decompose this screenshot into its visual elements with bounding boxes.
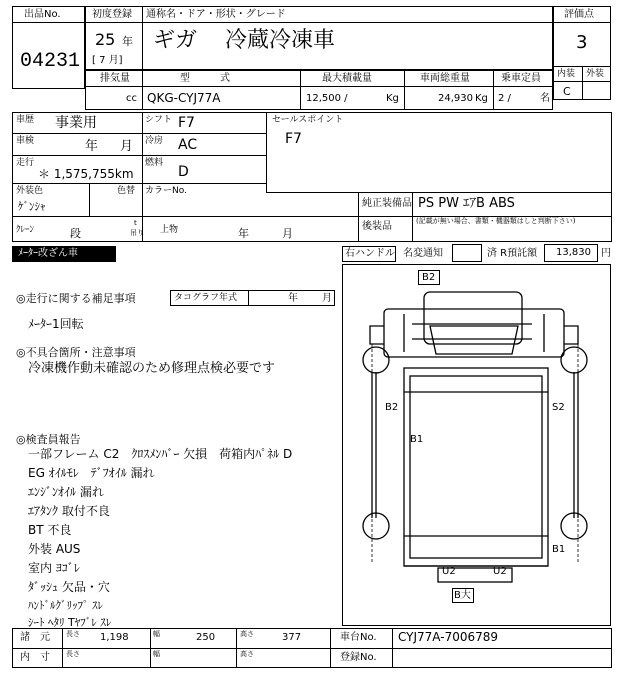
width-label: 幅 [153,630,160,638]
crane-stage: 段 [70,227,81,240]
cab-roof [424,292,522,344]
sales-point-value: F7 [285,131,302,147]
cc-unit: cc [126,93,137,104]
max-load-unit: Kg [386,93,399,104]
fuel-value: D [178,164,189,180]
reg-year: 25 [95,30,116,49]
inner-height-label: 高さ [240,650,254,658]
dims-label: 諸 元 [20,632,50,643]
reg-month: [ 7 月] [92,55,123,66]
fuel-label: 燃料 [145,158,164,168]
length-value: 1,198 [100,632,129,643]
inspector-title: ◎検査員報告 [16,433,81,446]
max-load-label: 最大積載量 [322,73,372,84]
grade-value: 3 [576,32,588,53]
ac-label: 冷房 [145,136,164,146]
body-type: 冷蔵冷凍車 [225,28,336,53]
lift-label: 上物 [160,225,179,235]
inspector-line: BT 不良 [28,523,72,537]
first-reg-label: 初度登録 [92,9,132,20]
inspector-line: 室内 ﾖｺﾞﾚ [28,561,80,575]
capacity-value: 2 / [498,93,511,104]
damage-b2-top: B2 [422,272,436,283]
yen-label: 円 [601,248,611,259]
inspection-year: 年 [85,139,99,154]
handle-label: 右ハンドル [345,248,395,259]
damage-b1-center: B1 [410,434,424,445]
reg-year-unit: 年 [122,35,133,48]
name-change-box [452,244,482,262]
inspector-line: 外装 AUS [28,542,81,556]
inner-width-label: 幅 [153,650,160,658]
model-label: 通称名・ドア・形状・グレード [146,9,286,20]
inspection-label: 車検 [16,136,35,146]
name-change-label: 名変通知 [403,248,443,259]
front-right-wheel [561,347,587,373]
length-label: 長さ [66,630,80,638]
cab-outline [384,309,564,357]
lot-label: 出品No. [24,9,61,20]
inspector-line: ｴｱﾀﾝｸ 取付不良 [28,504,110,518]
interior-label: 内装 [557,69,576,79]
ac-value: AC [178,137,198,153]
truck-diagram [342,264,611,626]
crane-ton: t [134,219,137,227]
inner-length-label: 長さ [66,650,80,658]
recycle-label: 済 R預託額 [487,248,538,259]
inspector-line: ｼｰﾄ ﾍﾀﾘ Tﾔﾌﾞﾚ ｽﾚ [28,616,112,629]
capacity-label: 乗車定員 [501,73,541,84]
color-label: 外装色 [16,186,44,196]
damage-s2-right: S2 [552,402,565,413]
chassis-value: CYJ77A-7006789 [398,630,499,644]
front-left-wheel [363,347,389,373]
usage-label: 車歴 [16,115,35,125]
height-label: 高さ [240,630,254,638]
damage-u2-right: U2 [493,566,507,577]
shift-value: F7 [178,115,195,131]
model-code-label: 型 式 [180,73,230,84]
crane-hanging: 吊り [130,229,144,237]
cargo-inner [410,376,542,558]
shift-label: シフト [145,115,173,125]
aftermarket-label: 後装品 [362,221,392,232]
gross-weight-unit: Kg [475,93,488,104]
height-value: 377 [282,632,302,643]
color-no-label: カラーNo. [145,186,187,196]
tacho-year: 年 [288,293,298,304]
inspector-line: EG ｵｲﾙﾓﾚ ﾃﾞﾌｵｲﾙ 漏れ [28,466,155,480]
sales-point-label: セールスポイント [272,115,344,125]
model-code: QKG-CYJ77A [147,91,221,105]
displacement-label: 排気量 [100,73,130,84]
chassis-label: 車台No. [340,632,377,643]
defect-title: ◎不具合箇所・注意事項 [16,346,136,359]
gross-weight: 24,930 [438,93,473,104]
inspector-line: ｴﾝｼﾞﾝｵｲﾙ 漏れ [28,485,104,499]
color-change-label: 色替 [117,186,136,196]
damage-b2-left: B2 [385,402,399,413]
max-load: 12,500 / [306,93,348,104]
equipment-label: 純正装備品 [362,198,412,209]
inspector-line: ﾀﾞｯｼｭ 欠品・穴 [28,580,110,594]
width-value: 250 [196,632,216,643]
exterior-label: 外装 [586,69,605,79]
inspector-line: 一部フレーム C2 ｸﾛｽﾒﾝﾊﾞｰ 欠損 荷箱内ﾊﾟﾈﾙ D [28,447,293,461]
tacho-month: 月 [322,293,332,304]
inner-dims-label: 内 寸 [20,652,50,663]
crane-label: ｸﾚｰﾝ [16,225,35,235]
gross-weight-label: 車両総重量 [420,73,470,84]
color-value: ｹﾞﾝｼｬ [18,200,46,213]
interior-grade: C [563,85,571,98]
damage-b-large: B大 [454,590,471,601]
driving-note: ﾒｰﾀｰ1回転 [28,317,84,331]
tacho-label: タコグラフ年式 [174,293,238,303]
lift-year: 年 [238,227,249,240]
equipment-value: PS PW ｴｱB ABS [418,196,515,211]
model-name: ギガ [153,28,198,53]
capacity-unit: 名 [540,93,550,104]
grade-label: 評価点 [564,9,594,20]
mileage-value: ＊ 1,575,755km [38,167,134,181]
inspector-line: ﾊﾝﾄﾞﾙｸﾞﾘｯﾌﾟ ｽﾚ [28,599,103,612]
lot-number: 04231 [20,50,81,73]
damage-b1-right: B1 [552,544,566,555]
odometer-tampered-text: ﾒｰﾀｰ改ざん車 [18,248,78,259]
reg-no-label: 登録No. [340,652,377,663]
aftermarket-note: (記載が無い場合、書類・機器類はしと判断下さい) [416,217,576,225]
defect-note: 冷凍機作動未確認のため修理点検必要です [28,361,276,376]
lift-month: 月 [282,227,293,240]
usage-value: 事業用 [55,115,97,131]
recycle-amount: 13,830 [556,247,591,258]
inspection-month: 月 [120,139,134,154]
damage-u2-left: U2 [442,566,456,577]
driving-title: ◎走行に関する補足事項 [16,292,136,305]
mileage-label: 走行 [16,158,35,168]
